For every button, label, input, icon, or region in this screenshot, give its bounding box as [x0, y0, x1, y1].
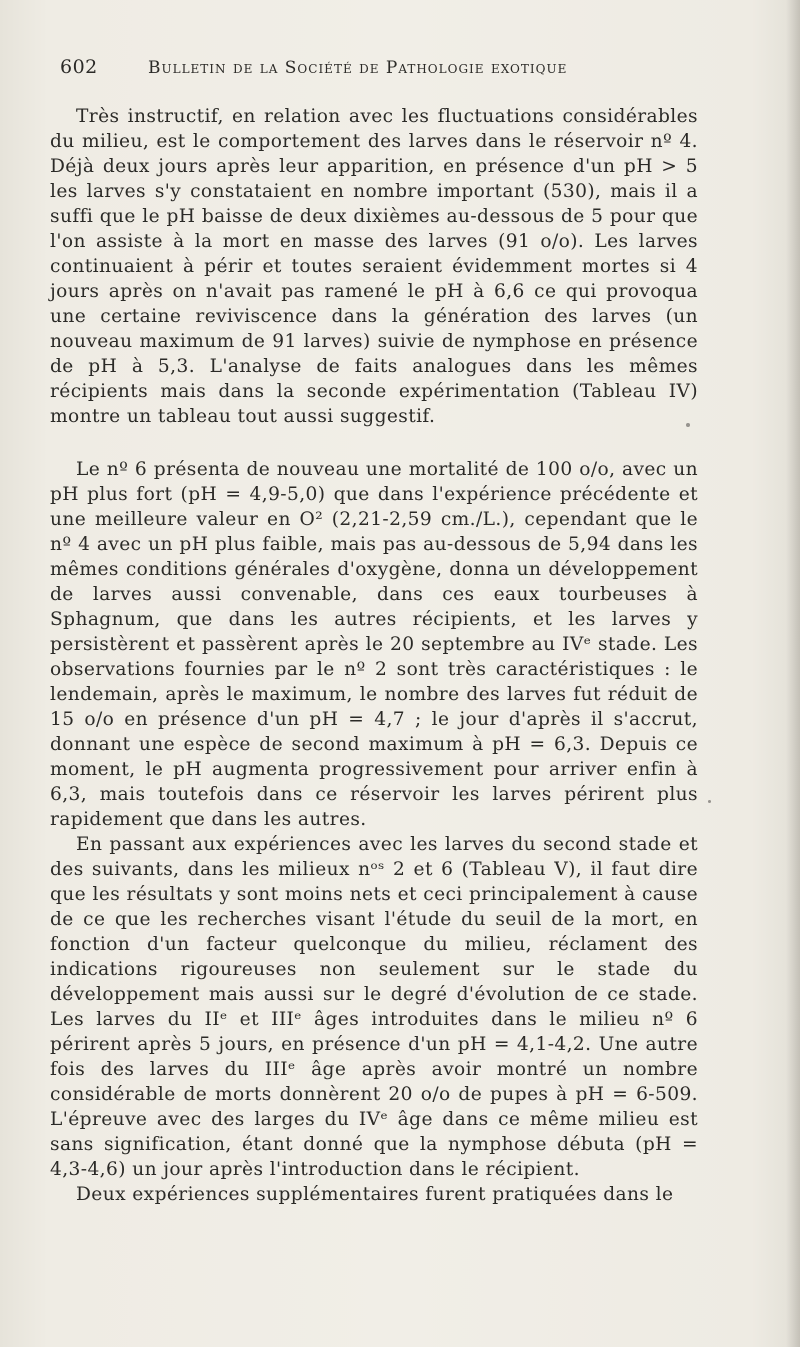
print-speck [708, 800, 711, 803]
body-text [50, 104, 698, 1207]
paragraph: Très instructif, en relation avec les fluctuations considérables du milieu, est le comportement des larves dans le réservoir nº 4. Déjà deux jours après leur apparition, en présence d'un pH > 5 les larves s'y constataient en nombre important (530), mais il a suffi que le pH baisse de deux dixièmes au-dessous de 5 pour que l'on assiste à la mort en masse des larves (91 o/o). Les larves continuaient à périr et toutes seraient évidemment mortes si 4 jours après on n'avait pas ramené le pH à 6,6 ce qui provoqua une certaine reviviscence dans la génération des larves (un nouveau maximum de 91 larves) suivie de nymphose en présence de pH à 5,3. L'analyse de faits analogues dans les mêmes récipients mais dans la seconde expérimentation (Tableau IV) montre un tableau tout aussi suggestif. [50, 106, 698, 427]
running-title: Bulletin de la Société de Pathologie exotique [148, 58, 568, 78]
print-speck [686, 423, 690, 427]
page-header [60, 56, 660, 86]
paragraph: Le nº 6 présenta de nouveau une mortalité de 100 o/o, avec un pH plus fort (pH = 4,9-5,0) que dans l'expérience précédente et une meilleure valeur en O² (2,21-2,59 cm./L.), cependant que le nº 4 avec un pH plus faible, mais pas au-dessous de 5,94 dans les mêmes conditions générales d'oxygène, donna un développement de larves aussi convenable, dans ces eaux tourbeuses à Sphagnum, que dans les autres récipients, et les larves y persistèrent et passèrent après le 20 septembre au IVᵉ stade. Les observations fournies par le nº 2 sont très caractéristiques : le lendemain, après le maximum, le nombre des larves fut réduit de 15 o/o en présence d'un pH = 4,7 ; le jour d'après il s'accrut, donnant une espèce de second maximum à pH = 6,3. Depuis ce moment, le pH augmenta progressivement pour arriver enfin à 6,3, mais toutefois dans ce réservoir les larves périrent plus rapidement que dans les autres. [50, 459, 698, 830]
paragraph: En passant aux expériences avec les larves du second stade et des suivants, dans les milieux nᵒˢ 2 et 6 (Tableau V), il faut dire que les résultats y sont moins nets et ceci principalement à cause de ce que les recherches visant l'étude du seuil de la mort, en fonction d'un facteur quelconque du milieu, réclament des indications rigoureuses non seulement sur le stade du développement mais aussi sur le degré d'évolution de ce stade. Les larves du IIᵉ et IIIᵉ âges introduites dans le milieu nº 6 périrent après 5 jours, en présence d'un pH = 4,1-4,2. Une autre fois des larves du IIIᵉ âge après avoir montré un nombre considérable de morts donnèrent 20 o/o de pupes à pH = 6-509. L'épreuve avec des larges du IVᵉ âge dans ce même milieu est sans signification, étant donné que la nymphose débuta (pH = 4,3-4,6) un jour après l'introduction dans le récipient. [50, 834, 698, 1180]
paragraph: Deux expériences supplémentaires furent pratiquées dans le [76, 1184, 674, 1205]
page-edge-shadow [786, 0, 800, 1347]
page-number: 602 [60, 56, 98, 78]
